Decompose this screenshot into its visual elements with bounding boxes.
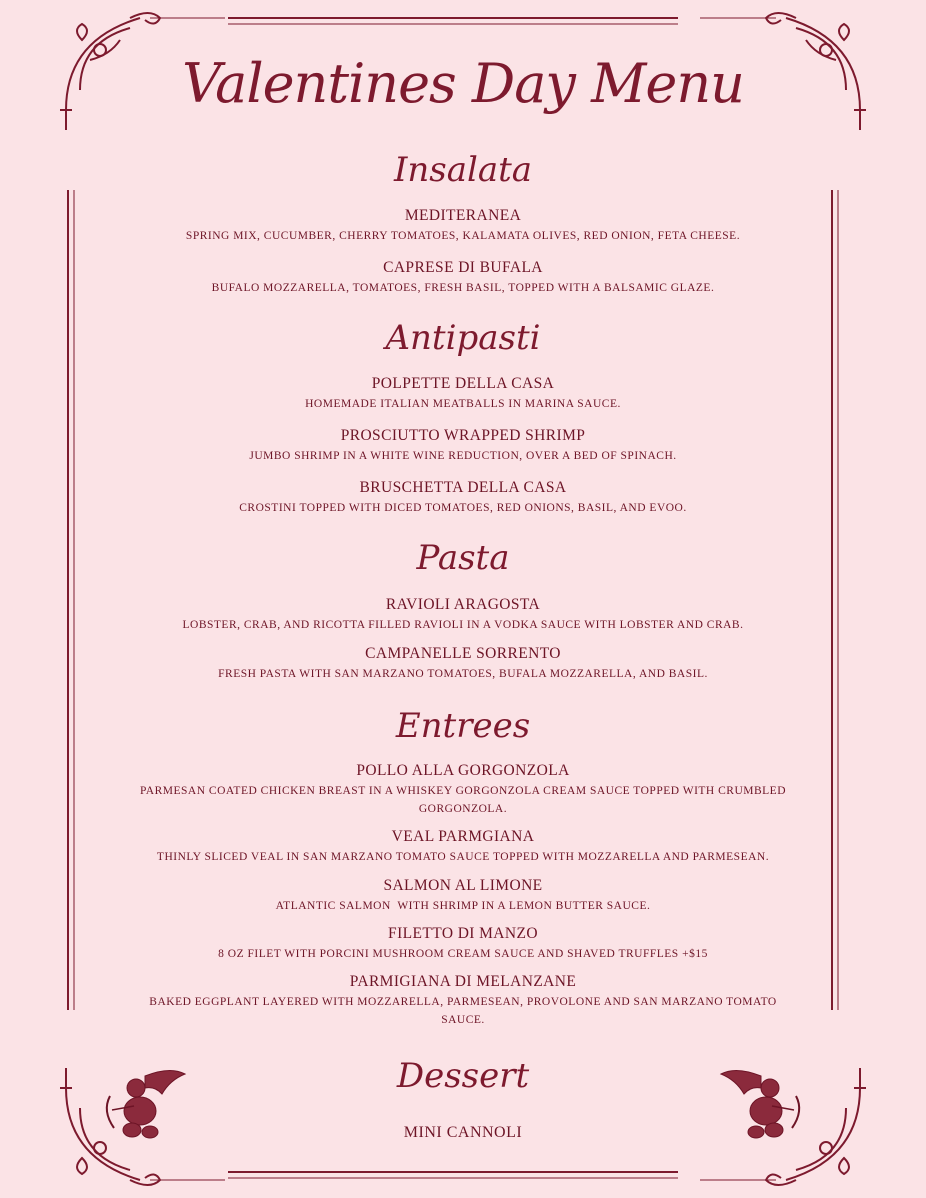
menu-item-name: RAVIOLI ARAGOSTA (385, 596, 541, 613)
menu-item-desc: BUFALO MOZZARELLA, TOMATOES, FRESH BASIL, TOPPED WITH A BALSAMIC GLAZE. (211, 282, 715, 294)
section-heading-entrees: Entrees (395, 706, 531, 746)
menu-item-name: POLPETTE DELLA CASA (371, 375, 555, 392)
section-heading-pasta: Pasta (416, 538, 510, 578)
section-heading-dessert: Dessert (396, 1056, 530, 1096)
menu-item (100, 426, 826, 465)
menu-item-desc: ATLANTIC SALMON WITH SHRIMP IN A LEMON BUTTER SAUCE. (275, 900, 651, 912)
menu-item-desc: PARMESAN COATED CHICKEN BREAST IN A WHISKEY GORGONZOLA CREAM SAUCE TOPPED WITH CRUMBLED GORGONZOLA. (139, 785, 787, 815)
menu-item-desc: HOMEMADE ITALIAN MEATBALLS IN MARINA SAUCE. (305, 398, 621, 410)
menu-item (100, 644, 826, 683)
menu-item-desc: CROSTINI TOPPED WITH DICED TOMATOES, RED ONIONS, BASIL, AND EVOO. (239, 502, 687, 514)
menu-item-name: BRUSCHETTA DELLA CASA (359, 479, 567, 496)
menu-item (80, 827, 846, 866)
menu-item-desc: JUMBO SHRIMP IN A WHITE WINE REDUCTION, OVER A BED OF SPINACH. (249, 450, 677, 462)
menu-item-desc: FRESH PASTA WITH SAN MARZANO TOMATOES, BUFALA MOZZARELLA, AND BASIL. (218, 668, 708, 680)
menu-item-name: CAPRESE DI BUFALA (383, 259, 543, 276)
dessert-item-name: MINI CANNOLI (403, 1124, 523, 1141)
menu-title: Valentines Day Menu (182, 52, 744, 115)
menu-item-name: CAMPANELLE SORRENTO (365, 645, 561, 662)
menu-item (100, 258, 826, 297)
menu-item-name: SALMON AL LIMONE (383, 877, 543, 894)
menu-item-name: VEAL PARMGIANA (391, 828, 535, 845)
menu-item (100, 761, 826, 818)
menu-item-desc: THINLY SLICED VEAL IN SAN MARZANO TOMATO SAUCE TOPPED WITH MOZZARELLA AND PARMESEAN. (156, 851, 770, 863)
menu-item-desc: SPRING MIX, CUCUMBER, CHERRY TOMATOES, KALAMATA OLIVES, RED ONION, FETA CHEESE. (185, 230, 741, 242)
menu-item (100, 924, 826, 963)
menu-item-name: MEDITERANEA (404, 207, 522, 224)
section-heading-insalata: Insalata (393, 150, 533, 190)
menu-item (100, 876, 826, 915)
menu-item (100, 972, 826, 1029)
menu-item-name: PROSCIUTTO WRAPPED SHRIMP (340, 427, 586, 444)
menu-item-name: FILETTO DI MANZO (388, 925, 538, 942)
menu-item-name: PARMIGIANA DI MELANZANE (349, 973, 577, 990)
menu-item-desc: 8 OZ FILET WITH PORCINI MUSHROOM CREAM SAUCE AND SHAVED TRUFFLES +$15 (218, 948, 708, 960)
menu-item (100, 206, 826, 245)
menu-item (100, 478, 826, 517)
menu-item-desc: LOBSTER, CRAB, AND RICOTTA FILLED RAVIOLI IN A VODKA SAUCE WITH LOBSTER AND CRAB. (182, 619, 744, 631)
menu-item (100, 595, 826, 634)
menu-item-desc: BAKED EGGPLANT LAYERED WITH MOZZARELLA, PARMESEAN, PROVOLONE AND SAN MARZANO TOMATO SAUCE. (149, 996, 777, 1026)
menu-item (100, 374, 826, 413)
section-heading-antipasti: Antipasti (385, 318, 541, 358)
menu-item-name: POLLO ALLA GORGONZOLA (356, 762, 570, 779)
